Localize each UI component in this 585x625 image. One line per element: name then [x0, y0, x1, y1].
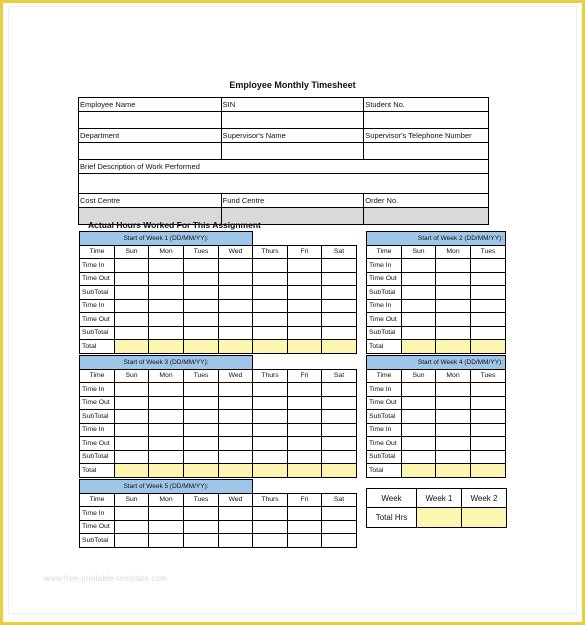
time-cell[interactable]	[471, 259, 506, 273]
time-cell[interactable]	[402, 299, 436, 313]
time-cell[interactable]	[184, 437, 219, 451]
time-cell[interactable]	[115, 383, 149, 397]
time-cell[interactable]	[436, 383, 471, 397]
time-cell[interactable]	[115, 507, 149, 521]
row-label: Time In	[367, 259, 402, 273]
student-no-field[interactable]	[364, 112, 489, 129]
summary-table	[366, 488, 507, 528]
time-cell[interactable]	[436, 410, 471, 424]
day-header: Sat	[322, 493, 357, 507]
time-cell[interactable]	[115, 326, 149, 340]
time-cell[interactable]	[471, 299, 506, 313]
time-cell[interactable]	[149, 534, 184, 548]
time-cell[interactable]	[184, 272, 219, 286]
time-cell[interactable]	[288, 272, 322, 286]
row-label: SubTotal	[80, 534, 115, 548]
time-cell[interactable]	[253, 437, 288, 451]
total-cell[interactable]	[436, 340, 471, 354]
row-label: Time In	[80, 507, 115, 521]
time-cell[interactable]	[288, 383, 322, 397]
day-header: Time	[80, 369, 115, 383]
time-cell[interactable]	[149, 507, 184, 521]
day-header: Tues	[184, 493, 219, 507]
week-table-w5	[79, 479, 357, 548]
time-cell[interactable]	[184, 423, 219, 437]
week-header-w4: Start of Week 4 (DD/MM/YY):	[367, 356, 506, 370]
row-label: Time Out	[80, 272, 115, 286]
week-table-w1	[79, 231, 357, 354]
summary-week2-label: Week 2	[462, 489, 507, 508]
cost-centre-label: Cost Centre	[79, 194, 222, 208]
time-cell[interactable]	[149, 259, 184, 273]
time-cell[interactable]	[219, 383, 253, 397]
time-cell[interactable]	[219, 534, 253, 548]
department-field[interactable]	[79, 143, 222, 160]
row-label: Time Out	[80, 520, 115, 534]
time-cell[interactable]	[253, 286, 288, 300]
row-label: SubTotal	[367, 410, 402, 424]
total-cell[interactable]	[253, 340, 288, 354]
total-cell[interactable]	[115, 340, 149, 354]
week-table-w3	[79, 355, 357, 478]
time-cell[interactable]	[436, 450, 471, 464]
week-header-w3: Start of Week 3 (DD/MM/YY):	[80, 356, 253, 370]
total-cell[interactable]	[288, 340, 322, 354]
time-cell[interactable]	[402, 286, 436, 300]
time-cell[interactable]	[149, 383, 184, 397]
time-cell[interactable]	[288, 437, 322, 451]
time-cell[interactable]	[471, 313, 506, 327]
row-label: Time In	[367, 383, 402, 397]
time-cell[interactable]	[253, 507, 288, 521]
time-cell[interactable]	[322, 299, 357, 313]
week-header-w1: Start of Week 1 (DD/MM/YY):	[80, 232, 253, 246]
day-header: Wed	[219, 245, 253, 259]
total-cell[interactable]	[471, 340, 506, 354]
time-cell[interactable]	[322, 520, 357, 534]
week-header-w5: Start of Week 5 (DD/MM/YY):	[80, 480, 253, 494]
time-cell[interactable]	[322, 423, 357, 437]
time-cell[interactable]	[219, 410, 253, 424]
time-cell[interactable]	[253, 396, 288, 410]
time-cell[interactable]	[402, 396, 436, 410]
time-cell[interactable]	[115, 534, 149, 548]
row-label: SubTotal	[80, 286, 115, 300]
day-header: Time	[367, 245, 402, 259]
day-header: Tues	[184, 245, 219, 259]
order-no-label: Order No.	[364, 194, 489, 208]
time-cell[interactable]	[288, 326, 322, 340]
total-cell[interactable]	[115, 464, 149, 478]
time-cell[interactable]	[115, 299, 149, 313]
document-title: Employee Monthly Timesheet	[229, 80, 356, 90]
week-table-w4	[366, 355, 506, 478]
time-cell[interactable]	[219, 396, 253, 410]
row-label: Time Out	[367, 313, 402, 327]
row-label: Time In	[80, 423, 115, 437]
sin-label: SIN	[221, 98, 364, 112]
header-spacer	[253, 480, 357, 494]
time-cell[interactable]	[402, 437, 436, 451]
time-cell[interactable]	[471, 437, 506, 451]
row-label: SubTotal	[367, 450, 402, 464]
time-cell[interactable]	[288, 259, 322, 273]
time-cell[interactable]	[436, 396, 471, 410]
time-cell[interactable]	[149, 450, 184, 464]
time-cell[interactable]	[322, 383, 357, 397]
row-label: Time Out	[367, 396, 402, 410]
day-header: Mon	[149, 369, 184, 383]
time-cell[interactable]	[149, 313, 184, 327]
time-cell[interactable]	[402, 383, 436, 397]
row-label: Time In	[80, 383, 115, 397]
time-cell[interactable]	[219, 259, 253, 273]
time-cell[interactable]	[471, 450, 506, 464]
work-description-field[interactable]	[79, 174, 489, 194]
day-header: Tues	[184, 369, 219, 383]
row-label: Time Out	[80, 313, 115, 327]
row-label: Time Out	[80, 396, 115, 410]
time-cell[interactable]	[288, 286, 322, 300]
time-cell[interactable]	[149, 299, 184, 313]
row-label: Total	[367, 464, 402, 478]
time-cell[interactable]	[149, 437, 184, 451]
employee-name-field[interactable]	[79, 112, 222, 129]
time-cell[interactable]	[436, 437, 471, 451]
day-header: Time	[80, 245, 115, 259]
day-header: Thurs	[253, 245, 288, 259]
day-header: Sun	[402, 245, 436, 259]
time-cell[interactable]	[288, 423, 322, 437]
row-label: Time Out	[80, 437, 115, 451]
time-cell[interactable]	[184, 313, 219, 327]
time-cell[interactable]	[184, 383, 219, 397]
summary-total-hrs-label: Total Hrs	[367, 508, 417, 528]
time-cell[interactable]	[288, 313, 322, 327]
day-header: Tues	[471, 369, 506, 383]
time-cell[interactable]	[149, 520, 184, 534]
time-cell[interactable]	[219, 326, 253, 340]
time-cell[interactable]	[115, 423, 149, 437]
time-cell[interactable]	[184, 534, 219, 548]
total-cell[interactable]	[402, 464, 436, 478]
time-cell[interactable]	[253, 326, 288, 340]
total-cell[interactable]	[219, 340, 253, 354]
time-cell[interactable]	[115, 437, 149, 451]
time-cell[interactable]	[184, 326, 219, 340]
time-cell[interactable]	[115, 272, 149, 286]
time-cell[interactable]	[471, 326, 506, 340]
day-header: Time	[80, 493, 115, 507]
time-cell[interactable]	[253, 299, 288, 313]
row-label: Time In	[367, 423, 402, 437]
day-header: Sat	[322, 369, 357, 383]
row-label: Time In	[367, 299, 402, 313]
student-no-label: Student No.	[364, 98, 489, 112]
day-header: Wed	[219, 493, 253, 507]
time-cell[interactable]	[253, 450, 288, 464]
time-cell[interactable]	[471, 423, 506, 437]
total-cell[interactable]	[149, 340, 184, 354]
day-header: Time	[367, 369, 402, 383]
row-label: SubTotal	[80, 326, 115, 340]
section-title: Actual Hours Worked For This Assignment	[88, 220, 261, 230]
week-table-w2	[366, 231, 506, 354]
time-cell[interactable]	[219, 299, 253, 313]
day-header: Sat	[322, 245, 357, 259]
day-header: Mon	[149, 493, 184, 507]
time-cell[interactable]	[184, 520, 219, 534]
day-header: Sun	[115, 493, 149, 507]
day-header: Mon	[436, 245, 471, 259]
time-cell[interactable]	[219, 272, 253, 286]
row-label: Total	[367, 340, 402, 354]
total-cell[interactable]	[184, 464, 219, 478]
row-label: SubTotal	[367, 326, 402, 340]
employee-name-label: Employee Name	[79, 98, 222, 112]
time-cell[interactable]	[436, 423, 471, 437]
time-cell[interactable]	[184, 507, 219, 521]
time-cell[interactable]	[471, 272, 506, 286]
time-cell[interactable]	[288, 299, 322, 313]
total-cell[interactable]	[402, 340, 436, 354]
row-label: SubTotal	[80, 410, 115, 424]
week-header-w2: Start of Week 2 (DD/MM/YY):	[367, 232, 506, 246]
time-cell[interactable]	[219, 286, 253, 300]
time-cell[interactable]	[436, 286, 471, 300]
day-header: Sun	[402, 369, 436, 383]
total-cell[interactable]	[471, 464, 506, 478]
time-cell[interactable]	[288, 450, 322, 464]
time-cell[interactable]	[322, 313, 357, 327]
day-header: Wed	[219, 369, 253, 383]
time-cell[interactable]	[219, 313, 253, 327]
employee-info-table	[78, 97, 489, 225]
time-cell[interactable]	[115, 396, 149, 410]
supervisor-name-label: Supervisor's Name	[221, 129, 364, 143]
time-cell[interactable]	[402, 410, 436, 424]
row-label: Time Out	[367, 272, 402, 286]
day-header: Mon	[149, 245, 184, 259]
summary-week1-label: Week 1	[417, 489, 462, 508]
time-cell[interactable]	[436, 313, 471, 327]
row-label: Total	[80, 340, 115, 354]
time-cell[interactable]	[149, 423, 184, 437]
day-header: Thurs	[253, 369, 288, 383]
day-header: Tues	[471, 245, 506, 259]
time-cell[interactable]	[436, 259, 471, 273]
time-cell[interactable]	[402, 450, 436, 464]
time-cell[interactable]	[149, 286, 184, 300]
time-cell[interactable]	[219, 437, 253, 451]
time-cell[interactable]	[115, 410, 149, 424]
summary-week-label: Week	[367, 489, 417, 508]
time-cell[interactable]	[253, 272, 288, 286]
total-cell[interactable]	[436, 464, 471, 478]
time-cell[interactable]	[322, 286, 357, 300]
day-header: Fri	[288, 493, 322, 507]
day-header: Fri	[288, 245, 322, 259]
time-cell[interactable]	[322, 272, 357, 286]
day-header: Sun	[115, 369, 149, 383]
sin-field[interactable]	[221, 112, 364, 129]
total-cell[interactable]	[288, 464, 322, 478]
time-cell[interactable]	[322, 326, 357, 340]
time-cell[interactable]	[436, 326, 471, 340]
time-cell[interactable]	[149, 326, 184, 340]
time-cell[interactable]	[219, 520, 253, 534]
time-cell[interactable]	[184, 286, 219, 300]
fund-centre-label: Fund Centre	[221, 194, 364, 208]
watermark-text: www.free-printable-template.com	[44, 574, 168, 583]
time-cell[interactable]	[322, 396, 357, 410]
time-cell[interactable]	[184, 259, 219, 273]
time-cell[interactable]	[288, 507, 322, 521]
header-spacer	[253, 356, 357, 370]
time-cell[interactable]	[253, 313, 288, 327]
supervisor-phone-field[interactable]	[364, 143, 489, 160]
time-cell[interactable]	[219, 450, 253, 464]
summary-week2-total[interactable]	[462, 508, 507, 528]
time-cell[interactable]	[402, 326, 436, 340]
total-cell[interactable]	[322, 340, 357, 354]
time-cell[interactable]	[115, 520, 149, 534]
time-cell[interactable]	[471, 410, 506, 424]
row-label: SubTotal	[80, 450, 115, 464]
time-cell[interactable]	[149, 272, 184, 286]
time-cell[interactable]	[322, 410, 357, 424]
time-cell[interactable]	[402, 259, 436, 273]
total-cell[interactable]	[149, 464, 184, 478]
time-cell[interactable]	[288, 534, 322, 548]
time-cell[interactable]	[115, 259, 149, 273]
time-cell[interactable]	[322, 450, 357, 464]
time-cell[interactable]	[149, 410, 184, 424]
time-cell[interactable]	[115, 286, 149, 300]
time-cell[interactable]	[253, 383, 288, 397]
time-cell[interactable]	[436, 272, 471, 286]
total-cell[interactable]	[219, 464, 253, 478]
time-cell[interactable]	[184, 396, 219, 410]
total-cell[interactable]	[253, 464, 288, 478]
time-cell[interactable]	[219, 423, 253, 437]
time-cell[interactable]	[253, 410, 288, 424]
department-label: Department	[79, 129, 222, 143]
time-cell[interactable]	[288, 520, 322, 534]
total-cell[interactable]	[322, 464, 357, 478]
work-description-label: Brief Description of Work Performed	[79, 160, 489, 174]
time-cell[interactable]	[115, 450, 149, 464]
time-cell[interactable]	[219, 507, 253, 521]
time-cell[interactable]	[149, 396, 184, 410]
time-cell[interactable]	[402, 313, 436, 327]
time-cell[interactable]	[322, 534, 357, 548]
time-cell[interactable]	[322, 437, 357, 451]
header-spacer	[253, 232, 357, 246]
order-no-field[interactable]	[364, 208, 489, 225]
row-label: Time In	[80, 259, 115, 273]
time-cell[interactable]	[471, 383, 506, 397]
day-header: Thurs	[253, 493, 288, 507]
row-label: Total	[80, 464, 115, 478]
day-header: Mon	[436, 369, 471, 383]
day-header: Sun	[115, 245, 149, 259]
time-cell[interactable]	[184, 450, 219, 464]
supervisor-name-field[interactable]	[221, 143, 364, 160]
time-cell[interactable]	[253, 534, 288, 548]
time-cell[interactable]	[288, 410, 322, 424]
time-cell[interactable]	[253, 520, 288, 534]
time-cell[interactable]	[253, 259, 288, 273]
time-cell[interactable]	[184, 410, 219, 424]
time-cell[interactable]	[184, 299, 219, 313]
time-cell[interactable]	[322, 259, 357, 273]
time-cell[interactable]	[322, 507, 357, 521]
row-label: SubTotal	[367, 286, 402, 300]
time-cell[interactable]	[471, 396, 506, 410]
time-cell[interactable]	[402, 423, 436, 437]
total-cell[interactable]	[184, 340, 219, 354]
summary-week1-total[interactable]	[417, 508, 462, 528]
time-cell[interactable]	[253, 423, 288, 437]
day-header: Fri	[288, 369, 322, 383]
time-cell[interactable]	[471, 286, 506, 300]
supervisor-phone-label: Supervisor's Telephone Number	[364, 129, 489, 143]
time-cell[interactable]	[115, 313, 149, 327]
row-label: Time In	[80, 299, 115, 313]
row-label: Time Out	[367, 437, 402, 451]
time-cell[interactable]	[436, 299, 471, 313]
time-cell[interactable]	[288, 396, 322, 410]
time-cell[interactable]	[402, 272, 436, 286]
